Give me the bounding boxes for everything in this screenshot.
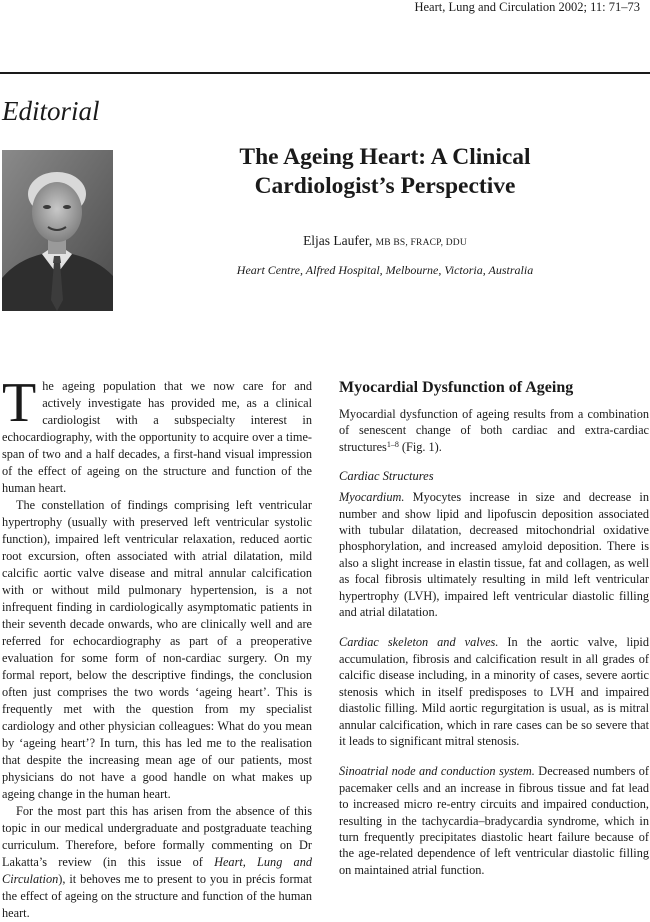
subsection-heading: Cardiac Structures — [339, 469, 434, 484]
body-paragraph-2: The constellation of findings comprising left ventricular hypertrophy (usually with preserved left ventricular systolic function), impaired left ventricular relaxation, reduced aortic root excursion, often associated with atrial dilatation, mild calcific aortic valve disease and mitral annular calcification with or without mild pulmonary hypertension, is a not infrequent finding in cardiologically asymptomatic patients in their seventh decade onwards, who are clinically well and are referred for echocardiography as part of a preoperative evaluation for some form of non-cardiac surgery. On my formal report, below the descriptive findings, the conclusion often just comprises the two words ‘ageing heart’. This is frequently met with the question from my specialist cardiology and other physician colleagues: What do you mean by ‘ageing heart’? In turn, this has led me to the realisation that despite the increasing mean age of our patients, most physicians do not have a good handle on what makes up ageing change in the human heart. — [2, 498, 312, 801]
section-intro-paragraph — [339, 406, 649, 455]
author-credentials: MB BS, FRACP, DDU — [375, 238, 467, 248]
article-title — [160, 143, 610, 201]
conduction-text: Decreased numbers of pacemaker cells and an increase in fibrous tissue and fat lead to increased micro re-entry circuits and impaired conduction, resulting in the tachycardia–bradycardia syndrome, which in turn frequently precipitates diastolic heart failure because of the age-related dependence of left ventricular diastolic filling on maintained atrial function. — [339, 764, 650, 877]
author-line — [160, 233, 610, 251]
body-paragraph-3 — [2, 803, 312, 922]
myocardium-text: Myocytes increase in size and decrease in number and show lipid and lipofuscin deposition associated with tubular dilatation, decreased mitochondrial oxidative phosphorylation, and increased amyloid deposition. There is also a slight increase in elastin tissue, fat and collagen, as well as focal fibrosis ultimately resulting in mild left ventricular hypertrophy (LVH), impaired left ventricular diastolic filling and atrial dilatation. — [339, 490, 649, 620]
author-name: Eljas Laufer, — [303, 233, 373, 248]
header-rule — [0, 72, 650, 74]
conduction-paragraph — [339, 763, 649, 878]
author-affiliation: Heart Centre, Alfred Hospital, Melbourne, Victoria, Australia — [236, 263, 534, 277]
article-title-line-1: The Ageing Heart: A Clinical — [239, 144, 531, 170]
author-portrait-image — [2, 150, 113, 311]
right-column — [339, 378, 649, 878]
myocardium-paragraph — [339, 489, 649, 620]
drop-cap: T — [2, 372, 37, 434]
body-paragraph-3-end: ), it behoves me to present to you in précis format the effect of ageing on the structure and function of the human heart. — [2, 872, 312, 920]
section-intro-text: Myocardial dysfunction of ageing results from a combination of senescent change of both cardiac and extra-cardiac structures — [339, 407, 649, 454]
section-heading: Myocardial Dysfunction of Ageing — [339, 379, 574, 396]
article-title-line-2: Cardiologist’s Perspective — [254, 173, 516, 199]
reference-superscript: 1–8 — [386, 439, 399, 449]
author-photo — [2, 150, 113, 311]
section-label: Editorial — [2, 96, 100, 126]
conduction-label: Sinoatrial node and conduction system. — [339, 764, 535, 779]
intro-paragraph — [2, 372, 312, 497]
running-head-citation: Heart, Lung and Circulation 2002; 11: 71–73 — [414, 0, 640, 14]
journal-name: Heart, Lung and Circulation — [2, 855, 312, 886]
skeleton-valves-paragraph — [339, 634, 649, 749]
section-intro-tail: (Fig. 1). — [398, 439, 442, 454]
skeleton-valves-text: In the aortic valve, lipid accumulation, fibrosis and calcification result in all grades of calcific disease including, in a minority of cases, severe aortic stenosis which in itself predisposes to LVH and impaired diastolic filling. Mild aortic regurgitation is usual, as is mitral annular calcification, which in rare cases can be so severe that it leads to significant mitral stenosis. — [339, 635, 649, 748]
left-column — [2, 372, 312, 922]
skeleton-valves-label: Cardiac skeleton and valves. — [339, 635, 499, 650]
myocardium-label: Myocardium. — [339, 490, 405, 505]
body-paragraph-3-start: For the most part this has arisen from the absence of this topic in our medical undergraduate and postgraduate teaching curriculum. Therefore, before formally commenting on Dr Lakatta’s review (in this issue of — [2, 804, 312, 869]
intro-paragraph-text: he ageing population that we now care for and actively investigate has provided me, as a clinical cardiologist with a subspecialty interest in echocardiography, with the opportunity to acquire over a time-span of two and a half decades, a first-hand visual impression of the effect of ageing on the structure and function of the human heart. — [2, 379, 312, 495]
